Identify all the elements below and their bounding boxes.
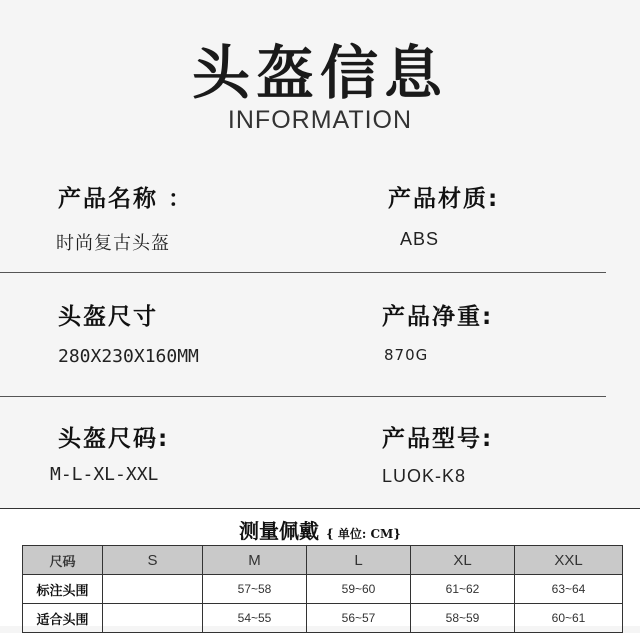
row-label: 标注头围 xyxy=(23,575,103,604)
size-header-cell: M xyxy=(203,546,307,575)
size-header-cell: S xyxy=(103,546,203,575)
size-header-cell: 尺码 xyxy=(23,546,103,575)
divider xyxy=(0,272,606,273)
table-cell: 61~62 xyxy=(411,575,515,604)
table-cell: 56~57 xyxy=(307,604,411,633)
table-cell xyxy=(103,575,203,604)
size-table-title-text: 测量佩戴 xyxy=(238,519,319,543)
net-weight-value: 870G xyxy=(384,346,429,364)
size-table-unit: { 单位: CM} xyxy=(325,527,402,541)
table-row xyxy=(23,575,623,604)
dimensions-label: 头盔尺寸 xyxy=(58,304,158,330)
material-value: ABS xyxy=(400,229,440,249)
table-cell: 60~61 xyxy=(515,604,623,633)
size-header-cell: XXL xyxy=(515,546,623,575)
product-name-value: 时尚复古头盔 xyxy=(56,233,170,254)
table-cell: 63~64 xyxy=(515,575,623,604)
page-title: 头盔信息 xyxy=(191,39,448,107)
model-value: LUOK-K8 xyxy=(382,466,467,486)
table-cell: 54~55 xyxy=(203,604,307,633)
material-label: 产品材质: xyxy=(388,186,500,212)
size-header-cell: XL xyxy=(411,546,515,575)
table-cell xyxy=(103,604,203,633)
table-cell: 58~59 xyxy=(411,604,515,633)
divider xyxy=(0,396,606,397)
row-label: 适合头围 xyxy=(23,604,103,633)
table-row xyxy=(23,604,623,633)
size-table-header-row xyxy=(23,546,623,575)
page-subtitle: INFORMATION xyxy=(227,106,413,134)
size-table xyxy=(22,545,623,633)
size-table-title xyxy=(0,515,640,544)
table-cell: 59~60 xyxy=(307,575,411,604)
dimensions-value: 280X230X160MM xyxy=(58,346,199,367)
size-header-cell: L xyxy=(307,546,411,575)
sizes-label: 头盔尺码: xyxy=(58,426,170,452)
size-table-panel xyxy=(0,508,640,626)
model-label: 产品型号: xyxy=(382,426,494,452)
product-name-label: 产品名称 ： xyxy=(58,186,194,212)
sizes-value: M-L-XL-XXL xyxy=(50,464,159,485)
table-cell: 57~58 xyxy=(203,575,307,604)
net-weight-label: 产品净重: xyxy=(382,304,494,330)
